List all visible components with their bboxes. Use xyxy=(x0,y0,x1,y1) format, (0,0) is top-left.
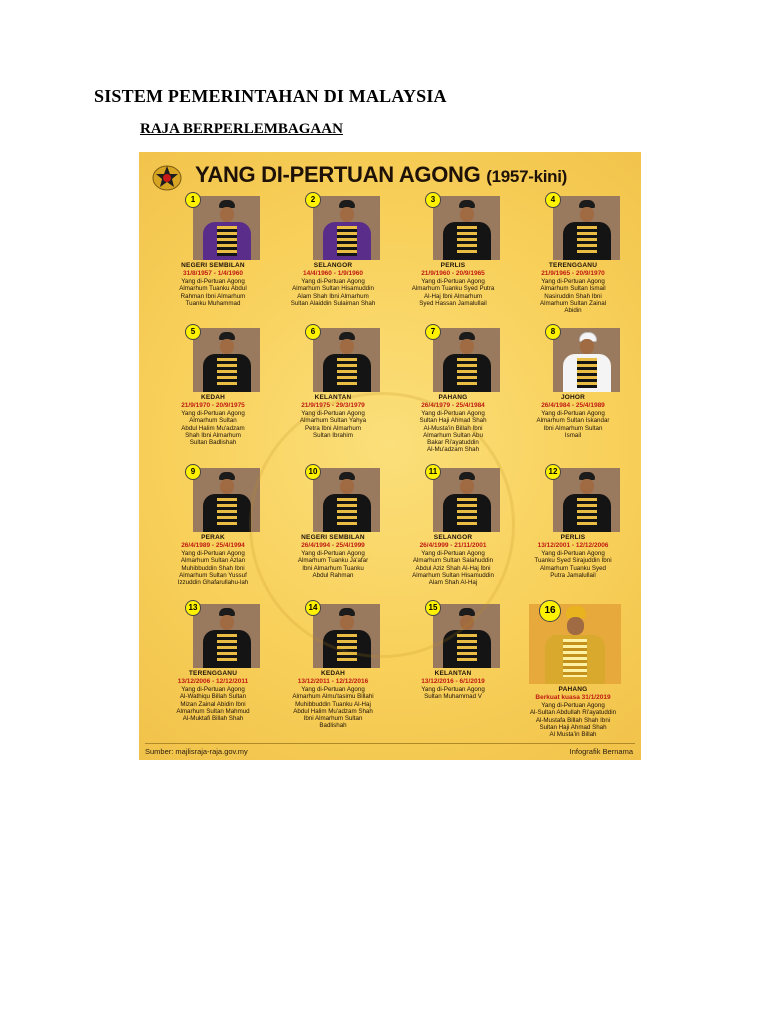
ruler-description: Yang di-Pertuan Agong Al-Sultan Abdullah Ri'ayatuddin Al-Mustafa Billah Shah Ibni Sultan Haji Ahmad Shah Al Musta'in Billah xyxy=(529,702,617,739)
ruler-card xyxy=(393,464,513,600)
ruler-description: Yang di-Pertuan Agong Al-Wathiqu Billah Sultan Mizan Zainal Abidin Ibni Almarhum Sultan Mahmud Al-Muktafi Billah Shah xyxy=(176,686,250,723)
portrait-face xyxy=(220,207,234,222)
portrait-hat xyxy=(339,608,355,616)
portrait-body xyxy=(323,494,371,532)
ruler-description: Yang di-Pertuan Agong Almarhum Sultan Iskandar Ibni Almarhum Sultan Ismail xyxy=(536,410,610,439)
portrait-hat xyxy=(339,472,355,480)
infographic-title-main: YANG DI-PERTUAN AGONG xyxy=(195,162,481,187)
ruler-state: KELANTAN xyxy=(314,394,352,401)
ruler-portrait xyxy=(553,468,620,532)
ruler-card xyxy=(153,600,273,736)
ruler-reign-dates: 21/9/1965 - 20/9/1970 xyxy=(541,270,605,277)
ruler-card xyxy=(273,192,393,328)
portrait-hat xyxy=(459,472,475,480)
agong-infographic xyxy=(139,152,641,760)
ruler-portrait xyxy=(553,328,620,392)
ruler-state: SELANGOR xyxy=(313,262,353,269)
portrait-face xyxy=(340,479,354,494)
ruler-state: NEGERI SEMBILAN xyxy=(301,534,365,541)
ruler-reign-dates: 26/4/1979 - 25/4/1984 xyxy=(421,402,485,409)
portrait-gold xyxy=(457,358,477,388)
ruler-portrait xyxy=(193,196,260,260)
portrait-face xyxy=(460,207,474,222)
ruler-description: Yang di-Pertuan Agong Sultan Muhammad V xyxy=(421,686,485,701)
ruler-reign-dates: 13/12/2006 - 12/12/2011 xyxy=(177,678,249,685)
ruler-reign-dates: 26/4/1994 - 25/4/1999 xyxy=(301,542,365,549)
ruler-card xyxy=(273,324,393,460)
portrait-hat xyxy=(459,608,475,616)
portrait-gold xyxy=(577,226,597,256)
ruler-portrait xyxy=(433,196,500,260)
portrait-gold xyxy=(457,498,477,528)
portrait-gold xyxy=(457,226,477,256)
ruler-number-badge: 7 xyxy=(425,324,441,340)
portrait-gold xyxy=(457,634,477,664)
portrait-gold xyxy=(217,226,237,256)
ruler-portrait xyxy=(313,468,380,532)
ruler-state: NEGERI SEMBILAN xyxy=(181,262,245,269)
ruler-portrait xyxy=(193,328,260,392)
portrait-face xyxy=(220,339,234,354)
ruler-portrait xyxy=(313,196,380,260)
ruler-reign-dates: 26/4/1989 - 25/4/1994 xyxy=(181,542,245,549)
ruler-number-badge: 1 xyxy=(185,192,201,208)
portrait-gold xyxy=(217,358,237,388)
ruler-card xyxy=(393,600,513,736)
ruler-number-badge: 16 xyxy=(539,600,561,622)
ruler-portrait xyxy=(313,328,380,392)
portrait-face xyxy=(340,339,354,354)
ruler-portrait xyxy=(433,604,500,668)
ruler-number-badge: 5 xyxy=(185,324,201,340)
document-subtitle: RAJA BERPERLEMBAGAAN xyxy=(140,121,343,137)
portrait-body xyxy=(443,494,491,532)
portrait-gold xyxy=(563,639,587,677)
portrait-face xyxy=(580,207,594,222)
ruler-card xyxy=(393,192,513,328)
portrait-face xyxy=(220,615,234,630)
ruler-description: Yang di-Pertuan Agong Almarhum Sultan Yahya Petra Ibni Almarhum Sultan Ibrahim xyxy=(299,410,367,439)
ruler-state: PERLIS xyxy=(560,534,586,541)
portrait-face xyxy=(460,479,474,494)
ruler-reign-dates: 21/9/1960 - 20/9/1965 xyxy=(421,270,485,277)
ruler-description: Yang di-Pertuan Agong Almarhum Sultan Ismail Nasiruddin Shah Ibni Almarhum Sultan Zainal Abidin xyxy=(539,278,607,315)
portrait-gold xyxy=(337,634,357,664)
portrait-gold xyxy=(337,358,357,388)
portrait-face xyxy=(567,617,584,635)
ruler-card xyxy=(273,600,393,736)
ruler-portrait xyxy=(433,468,500,532)
ruler-number-badge: 3 xyxy=(425,192,441,208)
ruler-description: Yang di-Pertuan Agong Almarhum Sultan Hisamuddin Alam Shah Ibni Almarhum Sultan Alaiddin Sulaiman Shah xyxy=(290,278,376,307)
ruler-number-badge: 13 xyxy=(185,600,201,616)
ruler-reign-dates: 21/9/1970 - 20/9/1975 xyxy=(181,402,245,409)
portrait-gold xyxy=(577,358,597,388)
portrait-face xyxy=(220,479,234,494)
ruler-description: Yang di-Pertuan Agong Almarhum Almu'tasimu Billahi Muhibbuddin Tuanku Al-Haj Abdul Halim Mu'adzam Shah Ibni Almarhum Sultan Badlishah xyxy=(292,686,374,730)
ruler-reign-dates: 26/4/1999 - 21/11/2001 xyxy=(419,542,487,549)
portrait-face xyxy=(340,615,354,630)
portrait-face xyxy=(460,339,474,354)
ruler-reign-dates: 13/12/2016 - 6/1/2019 xyxy=(421,678,485,685)
ruler-state: SELANGOR xyxy=(433,534,473,541)
ruler-reign-dates: 13/12/2001 - 12/12/2006 xyxy=(537,542,609,549)
ruler-number-badge: 15 xyxy=(425,600,441,616)
ruler-number-badge: 2 xyxy=(305,192,321,208)
ruler-state: PERLIS xyxy=(440,262,466,269)
portrait-face xyxy=(580,339,594,354)
ruler-reign-dates: 13/12/2011 - 12/12/2016 xyxy=(297,678,369,685)
portrait-gold xyxy=(217,634,237,664)
footer-divider xyxy=(145,743,635,744)
ruler-number-badge: 14 xyxy=(305,600,321,616)
ruler-portrait xyxy=(553,196,620,260)
ruler-reign-dates: 21/9/1975 - 29/3/1979 xyxy=(301,402,365,409)
ruler-description: Yang di-Pertuan Agong Almarhum Sultan Salahuddin Abdul Aziz Shah Al-Haj Ibni Almarhum Sultan Hisamuddin Alam Shah Al-Haj xyxy=(412,550,494,587)
ruler-description: Yang di-Pertuan Agong Almarhum Sultan Abdul Halim Mu'adzam Shah Ibni Almarhum Sultan Badlishah xyxy=(181,410,245,447)
portrait-face xyxy=(340,207,354,222)
ruler-card xyxy=(513,600,633,739)
ruler-state: PAHANG xyxy=(558,686,588,693)
ruler-description: Yang di-Pertuan Agong Almarhum Tuanku Abdul Rahman Ibni Almarhum Tuanku Muhammad xyxy=(179,278,247,307)
ruler-reign-dates: 31/8/1957 - 1/4/1960 xyxy=(183,270,243,277)
ruler-card xyxy=(153,192,273,328)
ruler-state: PAHANG xyxy=(438,394,468,401)
source-note: Sumber: majlisraja-raja.gov.my xyxy=(145,747,248,756)
ruler-state: JOHOR xyxy=(560,394,586,401)
ruler-number-badge: 12 xyxy=(545,464,561,480)
ruler-portrait xyxy=(193,468,260,532)
ruler-card xyxy=(153,324,273,460)
ruler-portrait xyxy=(433,328,500,392)
ruler-reign-dates: Berkuat kuasa 31/1/2019 xyxy=(535,694,611,701)
portrait-gold xyxy=(337,226,357,256)
ruler-description: Yang di-Pertuan Agong Almarhum Tuanku Syed Putra Al-Haj Ibni Almarhum Syed Hassan Jamalullail xyxy=(411,278,495,307)
ruler-state: TERENGGANU xyxy=(188,670,238,677)
ruler-number-badge: 8 xyxy=(545,324,561,340)
ruler-portrait xyxy=(313,604,380,668)
ruler-card xyxy=(393,324,513,460)
credit-note: Infografik Bernama xyxy=(569,747,633,756)
ruler-description: Yang di-Pertuan Agong Almarhum Tuanku Ja'afar Ibni Almarhum Tuanku Abdul Rahman xyxy=(297,550,369,579)
infographic-title xyxy=(195,162,567,188)
ruler-description: Yang di-Pertuan Agong Sultan Haji Ahmad Shah Al-Musta'in Billah Ibni Almarhum Sultan Abu Bakar Ri'ayatuddin Al-Mu'adzam Shah xyxy=(419,410,487,454)
ruler-state: KEDAH xyxy=(320,670,346,677)
ruler-card xyxy=(273,464,393,600)
ruler-card xyxy=(513,192,633,328)
ruler-reign-dates: 26/4/1984 - 25/4/1989 xyxy=(541,402,605,409)
ruler-card xyxy=(513,324,633,460)
document-title: SISTEM PEMERINTAHAN DI MALAYSIA xyxy=(94,86,447,106)
portrait-gold xyxy=(577,498,597,528)
ruler-number-badge: 10 xyxy=(305,464,321,480)
ruler-state: KELANTAN xyxy=(434,670,472,677)
ruler-state: KEDAH xyxy=(200,394,226,401)
ruler-card xyxy=(153,464,273,600)
ruler-card xyxy=(513,464,633,600)
ruler-number-badge: 9 xyxy=(185,464,201,480)
portrait-face xyxy=(580,479,594,494)
ruler-state: PERAK xyxy=(201,534,225,541)
ruler-number-badge: 4 xyxy=(545,192,561,208)
ruler-number-badge: 11 xyxy=(425,464,441,480)
ruler-reign-dates: 14/4/1960 - 1/9/1960 xyxy=(303,270,363,277)
ruler-description: Yang di-Pertuan Agong Almarhum Sultan Azlan Muhibbuddin Shah Ibni Almarhum Sultan Yussuf Izzuddin Ghafarullahu-lah xyxy=(177,550,249,587)
portrait-face xyxy=(460,615,474,630)
portrait-gold xyxy=(217,498,237,528)
ruler-portrait xyxy=(193,604,260,668)
ruler-description: Yang di-Pertuan Agong Tuanku Syed Sirajuddin Ibni Almarhum Tuanku Syed Putra Jamalullail xyxy=(534,550,612,579)
infographic-title-era: (1957-kini) xyxy=(486,167,568,186)
coat-of-arms-icon xyxy=(147,160,187,196)
ruler-state: TERENGGANU xyxy=(548,262,598,269)
portrait-gold xyxy=(337,498,357,528)
ruler-number-badge: 6 xyxy=(305,324,321,340)
